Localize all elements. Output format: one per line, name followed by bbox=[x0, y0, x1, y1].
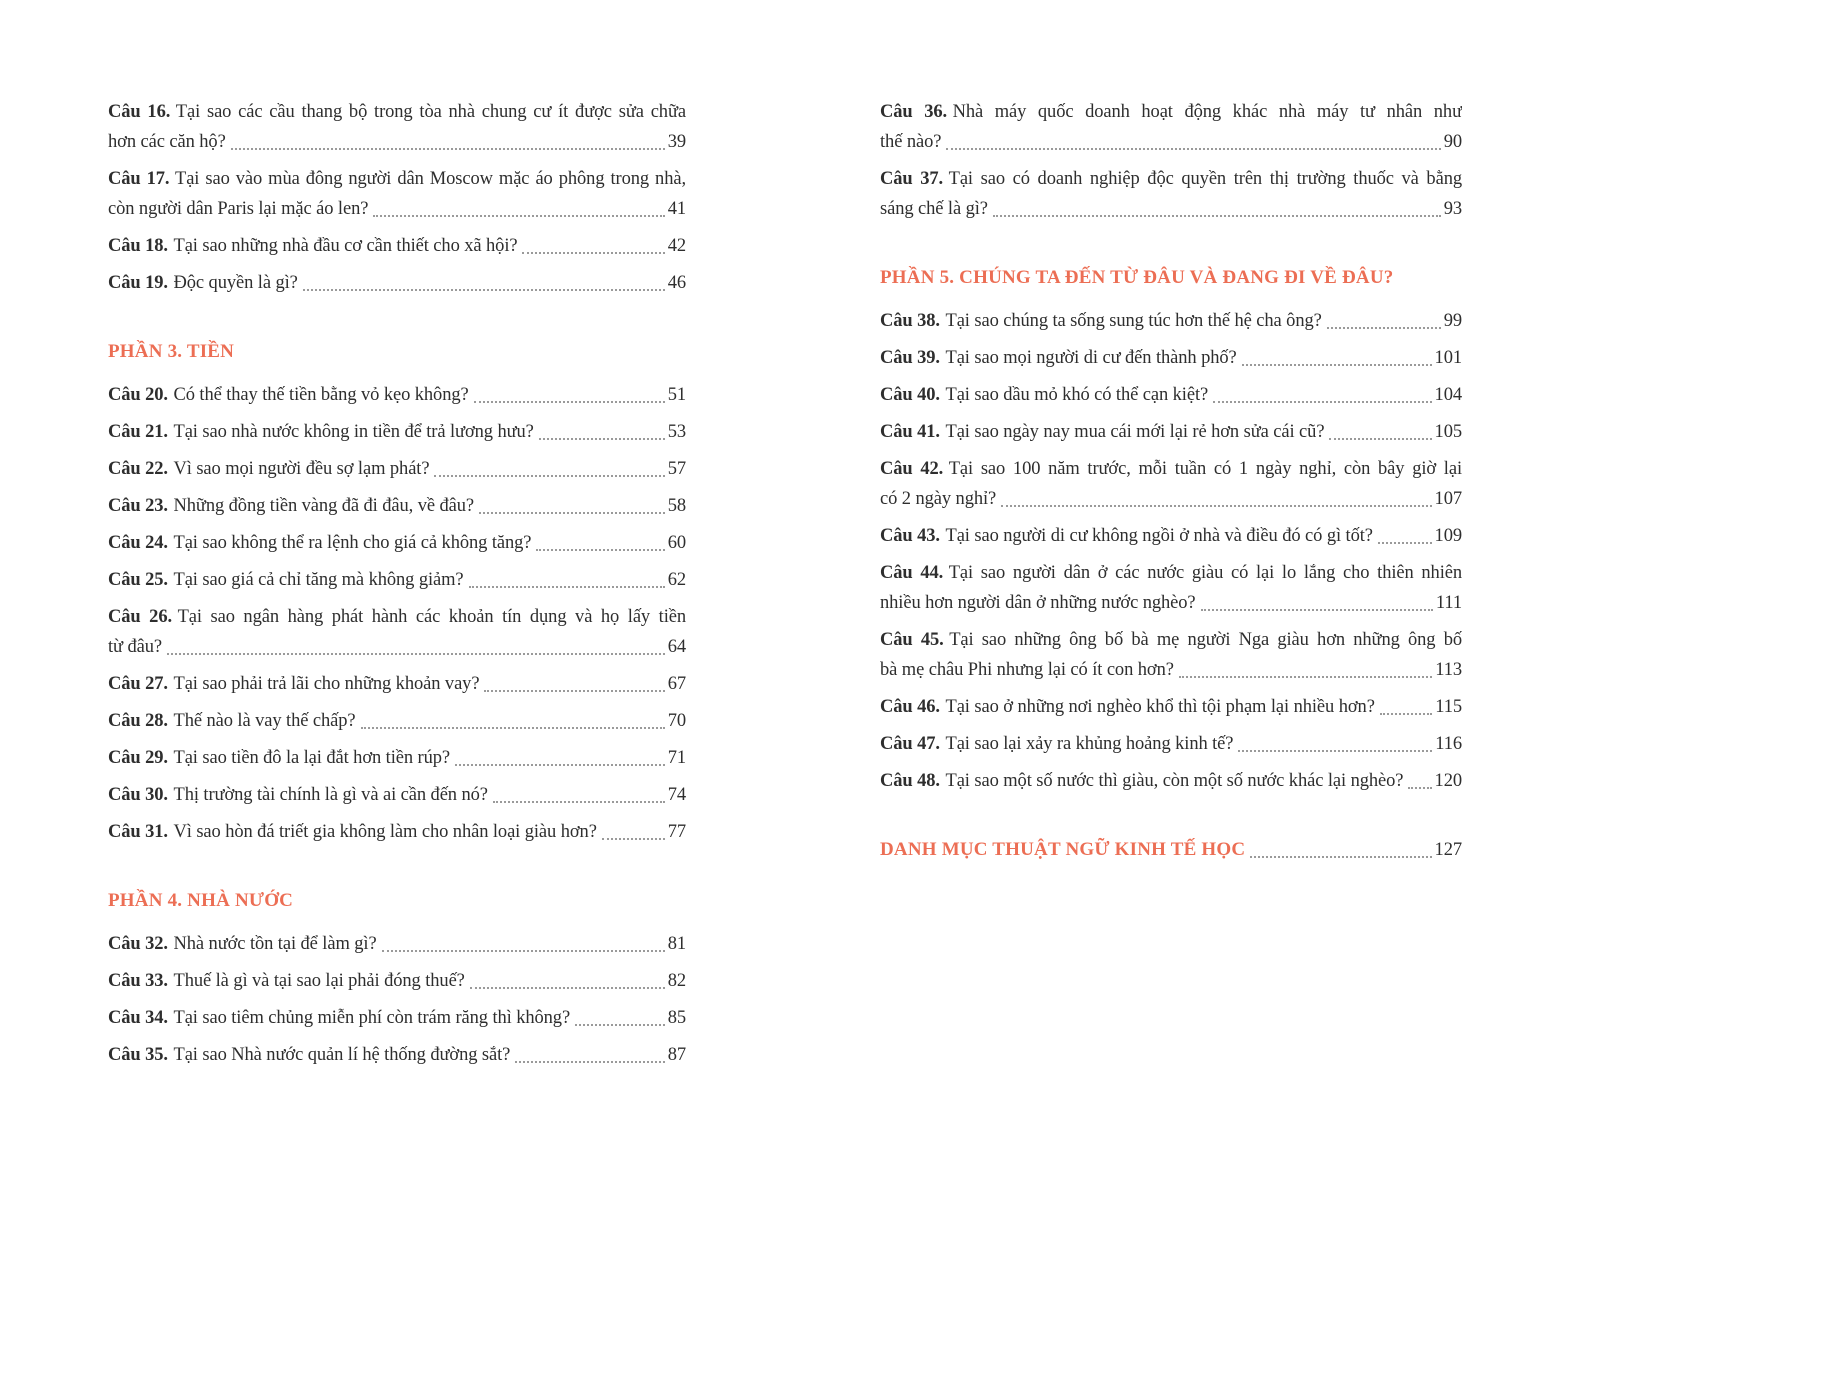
entry-number-label: Câu 18. bbox=[108, 236, 168, 256]
toc-entry bbox=[108, 417, 686, 447]
section-heading: PHẦN 4. NHÀ NƯỚC bbox=[108, 890, 294, 911]
toc-entry bbox=[880, 306, 1462, 336]
entry-title-wrap bbox=[108, 817, 597, 847]
dot-leader bbox=[522, 252, 664, 254]
toc-entry-line bbox=[108, 743, 686, 773]
dot-leader bbox=[1242, 364, 1432, 366]
dot-leader bbox=[469, 586, 665, 588]
toc-entry bbox=[880, 454, 1462, 514]
entry-number-label: Câu 30. bbox=[108, 785, 168, 805]
toc-entry-line bbox=[880, 692, 1462, 722]
dot-leader bbox=[493, 801, 665, 803]
entry-title: Tại sao giá cả chỉ tăng mà không giảm? bbox=[173, 570, 464, 590]
entry-title: Thị trường tài chính là gì và ai cần đến nó? bbox=[173, 785, 488, 805]
toc-entry bbox=[108, 268, 686, 298]
toc-entry-line bbox=[108, 268, 686, 298]
entry-title-wrap bbox=[880, 343, 1237, 373]
toc-column-left bbox=[108, 97, 686, 1077]
toc-entry-line bbox=[108, 817, 686, 847]
toc-entry bbox=[108, 817, 686, 847]
dot-leader bbox=[474, 401, 665, 403]
page-number: 127 bbox=[1434, 840, 1462, 860]
entry-title: Tại sao không thể ra lệnh cho giá cả không tăng? bbox=[173, 533, 532, 553]
toc-entry-line bbox=[880, 194, 1462, 224]
entry-title-wrap bbox=[880, 655, 1174, 685]
page-number: 111 bbox=[1435, 593, 1462, 613]
page-number: 107 bbox=[1434, 489, 1462, 509]
dot-leader bbox=[361, 727, 665, 729]
entry-title: Tại sao nhà nước không in tiền để trả lương hưu? bbox=[173, 422, 534, 442]
entry-title-wrap bbox=[880, 521, 1373, 551]
toc-entry-line bbox=[108, 602, 686, 632]
toc-entry bbox=[880, 380, 1462, 410]
toc-entry bbox=[108, 454, 686, 484]
toc-entry bbox=[108, 966, 686, 996]
dot-leader bbox=[167, 653, 665, 655]
dot-leader bbox=[993, 215, 1441, 217]
entry-title: Vì sao hòn đá triết gia không làm cho nhân loại giàu hơn? bbox=[173, 822, 597, 842]
toc-entry bbox=[108, 380, 686, 410]
entry-number-label: Câu 20. bbox=[108, 385, 168, 405]
page-number: 120 bbox=[1434, 771, 1462, 791]
dot-leader bbox=[1250, 856, 1431, 858]
entry-number-label: Câu 16. bbox=[108, 102, 171, 122]
entry-title-wrap bbox=[880, 380, 1208, 410]
page-number: 81 bbox=[667, 934, 686, 954]
entry-number-label: Câu 47. bbox=[880, 734, 940, 754]
toc-entry bbox=[880, 729, 1462, 759]
entry-title-wrap bbox=[880, 194, 988, 224]
entry-number-label: Câu 41. bbox=[880, 422, 940, 442]
page-number: 82 bbox=[667, 971, 686, 991]
dot-leader bbox=[470, 987, 665, 989]
dot-leader bbox=[1327, 327, 1441, 329]
dot-leader bbox=[575, 1024, 665, 1026]
dot-leader bbox=[484, 690, 664, 692]
page-number: 39 bbox=[667, 132, 686, 152]
dot-leader bbox=[1001, 505, 1431, 507]
toc-entry bbox=[108, 1003, 686, 1033]
entry-number-label: Câu 39. bbox=[880, 348, 940, 368]
entry-title-wrap bbox=[880, 127, 941, 157]
entry-number-label: Câu 31. bbox=[108, 822, 168, 842]
page-number: 57 bbox=[667, 459, 686, 479]
toc-entry-line bbox=[880, 417, 1462, 447]
toc-entry-line bbox=[880, 343, 1462, 373]
toc-entry-line bbox=[108, 380, 686, 410]
dot-leader bbox=[946, 148, 1440, 150]
entry-title: Tại sao ở những nơi nghèo khổ thì tội phạm lại nhiều hơn? bbox=[945, 697, 1375, 717]
entry-number-label: Câu 38. bbox=[880, 311, 940, 331]
page-number: 101 bbox=[1434, 348, 1462, 368]
entry-title: Tại sao ngày nay mua cái mới lại rẻ hơn sửa cái cũ? bbox=[945, 422, 1325, 442]
entry-title: Tại sao vào mùa đông người dân Moscow mặc áo phông trong nhà, bbox=[175, 169, 686, 189]
page-number: 58 bbox=[667, 496, 686, 516]
entry-title: Tại sao những ông bố bà mẹ người Nga giàu hơn những ông bố bbox=[949, 630, 1462, 650]
toc-entry bbox=[880, 164, 1462, 224]
entry-number-label: Câu 23. bbox=[108, 496, 168, 516]
toc-entry-line bbox=[108, 454, 686, 484]
dot-leader bbox=[1238, 750, 1432, 752]
glossary-title: DANH MỤC THUẬT NGỮ KINH TẾ HỌC bbox=[880, 839, 1246, 860]
toc-entry-line bbox=[108, 164, 686, 194]
entry-number-label: Câu 46. bbox=[880, 697, 940, 717]
entry-number-label: Câu 45. bbox=[880, 630, 944, 650]
page-number: 116 bbox=[1435, 734, 1462, 754]
toc-entry-line bbox=[880, 625, 1462, 655]
toc-entry bbox=[108, 780, 686, 810]
page-number: 53 bbox=[667, 422, 686, 442]
entry-title: thế nào? bbox=[880, 132, 942, 152]
toc-entry-line bbox=[108, 417, 686, 447]
entry-title: Tại sao những nhà đầu cơ cần thiết cho xã hội? bbox=[173, 236, 518, 256]
entry-title: bà mẹ châu Phi nhưng lại có ít con hơn? bbox=[880, 660, 1174, 680]
entry-title: Có thể thay thế tiền bằng vỏ kẹo không? bbox=[173, 385, 469, 405]
entry-number-label: Câu 28. bbox=[108, 711, 168, 731]
dot-leader bbox=[1408, 787, 1431, 789]
entry-title-wrap bbox=[108, 454, 429, 484]
entry-title-wrap bbox=[108, 268, 298, 298]
toc-entry bbox=[880, 625, 1462, 685]
page-number: 87 bbox=[667, 1045, 686, 1065]
dot-leader bbox=[539, 438, 665, 440]
toc-entry-line bbox=[880, 306, 1462, 336]
toc-entry-line bbox=[108, 966, 686, 996]
page-number: 41 bbox=[667, 199, 686, 219]
toc-entry-line bbox=[108, 669, 686, 699]
entry-title-wrap bbox=[108, 743, 450, 773]
entry-number-label: Câu 21. bbox=[108, 422, 168, 442]
toc-entry bbox=[108, 602, 686, 662]
section-heading: PHẦN 5. CHÚNG TA ĐẾN TỪ ĐÂU VÀ ĐANG ĐI VỀ ĐÂU? bbox=[880, 267, 1394, 288]
entry-title: có 2 ngày nghỉ? bbox=[880, 489, 997, 509]
toc-entry-line bbox=[880, 380, 1462, 410]
entry-title: Tại sao tiền đô la lại đắt hơn tiền rúp? bbox=[173, 748, 451, 768]
toc-entry-line bbox=[108, 706, 686, 736]
toc-entry bbox=[108, 929, 686, 959]
entry-title-wrap bbox=[108, 380, 469, 410]
entry-title: Tại sao một số nước thì giàu, còn một số nước khác lại nghèo? bbox=[945, 771, 1404, 791]
dot-leader bbox=[1201, 609, 1433, 611]
entry-number-label: Câu 37. bbox=[880, 169, 944, 189]
entry-title-wrap bbox=[108, 780, 488, 810]
page-number: 113 bbox=[1435, 660, 1462, 680]
toc-entry-line bbox=[108, 97, 686, 127]
toc-column-right bbox=[880, 97, 1462, 865]
page-number: 85 bbox=[667, 1008, 686, 1028]
entry-title-wrap bbox=[108, 565, 464, 595]
entry-number-label: Câu 25. bbox=[108, 570, 168, 590]
entry-title-wrap bbox=[880, 484, 996, 514]
entry-number-label: Câu 22. bbox=[108, 459, 168, 479]
entry-title: Tại sao 100 năm trước, mỗi tuần có 1 ngày nghỉ, còn bây giờ lại bbox=[948, 459, 1462, 479]
entry-number-label: Câu 17. bbox=[108, 169, 170, 189]
dot-leader bbox=[382, 950, 665, 952]
entry-title: Độc quyền là gì? bbox=[173, 273, 298, 293]
entry-title: hơn các căn hộ? bbox=[108, 132, 226, 152]
toc-entry-line bbox=[108, 632, 686, 662]
toc-entry bbox=[108, 97, 686, 157]
entry-title: Tại sao lại xảy ra khủng hoảng kinh tế? bbox=[945, 734, 1234, 754]
entry-title: Vì sao mọi người đều sợ lạm phát? bbox=[173, 459, 430, 479]
entry-title-wrap bbox=[108, 127, 226, 157]
toc-entry-line bbox=[108, 1040, 686, 1070]
entry-title: Nhà nước tồn tại để làm gì? bbox=[173, 934, 377, 954]
page-number: 109 bbox=[1434, 526, 1462, 546]
entry-title: Tại sao các cầu thang bộ trong tòa nhà chung cư ít được sửa chữa bbox=[175, 102, 686, 122]
entry-title-wrap bbox=[880, 588, 1196, 618]
dot-leader bbox=[1179, 676, 1432, 678]
entry-title: Tại sao tiêm chủng miễn phí còn trám răng thì không? bbox=[173, 1008, 571, 1028]
entry-title-wrap bbox=[880, 766, 1403, 796]
toc-entry-line bbox=[880, 766, 1462, 796]
page-number: 74 bbox=[667, 785, 686, 805]
dot-leader bbox=[455, 764, 665, 766]
entry-title: Những đồng tiền vàng đã đi đâu, về đâu? bbox=[173, 496, 475, 516]
entry-title-wrap bbox=[108, 194, 368, 224]
entry-title: Tại sao người di cư không ngồi ở nhà và điều đó có gì tốt? bbox=[945, 526, 1373, 546]
entry-title: còn người dân Paris lại mặc áo len? bbox=[108, 199, 369, 219]
dot-leader bbox=[515, 1061, 664, 1063]
entry-title: Tại sao mọi người di cư đến thành phố? bbox=[945, 348, 1237, 368]
entry-title-wrap bbox=[880, 306, 1322, 336]
entry-title: Tại sao Nhà nước quản lí hệ thống đường sắt? bbox=[173, 1045, 511, 1065]
entry-title-wrap bbox=[880, 729, 1233, 759]
toc-entry-line bbox=[880, 97, 1462, 127]
toc-entry-line bbox=[108, 528, 686, 558]
glossary-heading bbox=[880, 835, 1462, 865]
dot-leader bbox=[434, 475, 664, 477]
toc-entry-line bbox=[880, 164, 1462, 194]
entry-title: Tại sao người dân ở các nước giàu có lại lo lắng cho thiên nhiên bbox=[948, 563, 1462, 583]
entry-title: sáng chế là gì? bbox=[880, 199, 988, 219]
entry-title-wrap bbox=[108, 706, 356, 736]
toc-entry bbox=[880, 558, 1462, 618]
page-number: 115 bbox=[1435, 697, 1462, 717]
section-heading: PHẦN 3. TIỀN bbox=[108, 341, 235, 362]
toc-entry bbox=[108, 1040, 686, 1070]
toc-entry bbox=[108, 164, 686, 224]
entry-title-wrap bbox=[108, 417, 534, 447]
entry-title: từ đâu? bbox=[108, 637, 163, 657]
entry-title-wrap bbox=[108, 669, 479, 699]
toc-entry bbox=[880, 692, 1462, 722]
dot-leader bbox=[536, 549, 664, 551]
toc-entry bbox=[108, 706, 686, 736]
toc-entry-line bbox=[108, 231, 686, 261]
toc-entry bbox=[880, 97, 1462, 157]
toc-entry-line bbox=[880, 655, 1462, 685]
entry-title: Thế nào là vay thế chấp? bbox=[173, 711, 356, 731]
toc-entry-line bbox=[108, 127, 686, 157]
page-number: 67 bbox=[667, 674, 686, 694]
toc-entry bbox=[108, 565, 686, 595]
page-number: 71 bbox=[667, 748, 686, 768]
entry-number-label: Câu 24. bbox=[108, 533, 168, 553]
toc-entry-line bbox=[108, 929, 686, 959]
page-number: 64 bbox=[667, 637, 686, 657]
page-number: 51 bbox=[667, 385, 686, 405]
toc-entry-line bbox=[880, 484, 1462, 514]
entry-title-wrap bbox=[108, 528, 531, 558]
page-number: 90 bbox=[1443, 132, 1462, 152]
toc-entry-line bbox=[880, 729, 1462, 759]
page-number: 62 bbox=[667, 570, 686, 590]
toc-entry-line bbox=[108, 780, 686, 810]
toc-entry-line bbox=[108, 194, 686, 224]
page-number: 70 bbox=[667, 711, 686, 731]
toc-entry bbox=[880, 521, 1462, 551]
page-number: 99 bbox=[1443, 311, 1462, 331]
entry-title-wrap bbox=[108, 1003, 570, 1033]
page-number: 42 bbox=[667, 236, 686, 256]
entry-number-label: Câu 29. bbox=[108, 748, 168, 768]
toc-entry bbox=[108, 491, 686, 521]
entry-title-wrap bbox=[108, 929, 377, 959]
dot-leader bbox=[1329, 438, 1431, 440]
toc-entry-line bbox=[880, 588, 1462, 618]
entry-number-label: Câu 43. bbox=[880, 526, 940, 546]
entry-number-label: Câu 35. bbox=[108, 1045, 168, 1065]
entry-title-wrap bbox=[108, 1040, 510, 1070]
entry-number-label: Câu 42. bbox=[880, 459, 944, 479]
entry-title: Thuế là gì và tại sao lại phải đóng thuế? bbox=[173, 971, 465, 991]
toc-entry bbox=[108, 231, 686, 261]
toc-entry-line bbox=[108, 1003, 686, 1033]
entry-title: Tại sao ngân hàng phát hành các khoản tín dụng và họ lấy tiền bbox=[177, 607, 686, 627]
page-number: 105 bbox=[1434, 422, 1462, 442]
page-number: 77 bbox=[667, 822, 686, 842]
entry-number-label: Câu 34. bbox=[108, 1008, 168, 1028]
page-number: 93 bbox=[1443, 199, 1462, 219]
entry-number-label: Câu 48. bbox=[880, 771, 940, 791]
entry-number-label: Câu 32. bbox=[108, 934, 168, 954]
entry-number-label: Câu 27. bbox=[108, 674, 168, 694]
entry-title: Tại sao phải trả lãi cho những khoản vay? bbox=[173, 674, 480, 694]
toc-entry bbox=[880, 343, 1462, 373]
entry-number-label: Câu 26. bbox=[108, 607, 173, 627]
toc-entry bbox=[880, 417, 1462, 447]
toc-entry-line bbox=[108, 491, 686, 521]
entry-title-wrap bbox=[108, 632, 162, 662]
toc-entry bbox=[108, 528, 686, 558]
dot-leader bbox=[373, 215, 664, 217]
entry-number-label: Câu 33. bbox=[108, 971, 168, 991]
entry-title: nhiều hơn người dân ở những nước nghèo? bbox=[880, 593, 1196, 613]
entry-number-label: Câu 40. bbox=[880, 385, 940, 405]
entry-number-label: Câu 36. bbox=[880, 102, 948, 122]
page-number: 104 bbox=[1434, 385, 1462, 405]
entry-title: Tại sao có doanh nghiệp độc quyền trên thị trường thuốc và bằng bbox=[948, 169, 1462, 189]
toc-entry-line bbox=[880, 558, 1462, 588]
dot-leader bbox=[1213, 401, 1431, 403]
page-number: 60 bbox=[667, 533, 686, 553]
dot-leader bbox=[303, 289, 665, 291]
entry-title: Tại sao chúng ta sống sung túc hơn thế hệ cha ông? bbox=[945, 311, 1322, 331]
entry-title-wrap bbox=[108, 491, 474, 521]
entry-title-wrap bbox=[108, 231, 517, 261]
entry-title: Nhà máy quốc doanh hoạt động khác nhà máy tư nhân như bbox=[952, 102, 1462, 122]
entry-number-label: Câu 19. bbox=[108, 273, 168, 293]
entry-title-wrap bbox=[108, 966, 465, 996]
toc-entry-line bbox=[880, 521, 1462, 551]
toc-entry bbox=[880, 766, 1462, 796]
toc-entry-line bbox=[880, 454, 1462, 484]
dot-leader bbox=[602, 838, 665, 840]
entry-title-wrap bbox=[880, 692, 1375, 722]
entry-title-wrap bbox=[880, 417, 1324, 447]
page-number: 46 bbox=[667, 273, 686, 293]
toc-entry bbox=[108, 743, 686, 773]
toc-entry-line bbox=[880, 127, 1462, 157]
dot-leader bbox=[479, 512, 665, 514]
toc-entry-line bbox=[108, 565, 686, 595]
dot-leader bbox=[231, 148, 665, 150]
toc-entry bbox=[108, 669, 686, 699]
entry-number-label: Câu 44. bbox=[880, 563, 944, 583]
entry-title: Tại sao dầu mỏ khó có thể cạn kiệt? bbox=[945, 385, 1209, 405]
dot-leader bbox=[1380, 713, 1432, 715]
dot-leader bbox=[1378, 542, 1432, 544]
